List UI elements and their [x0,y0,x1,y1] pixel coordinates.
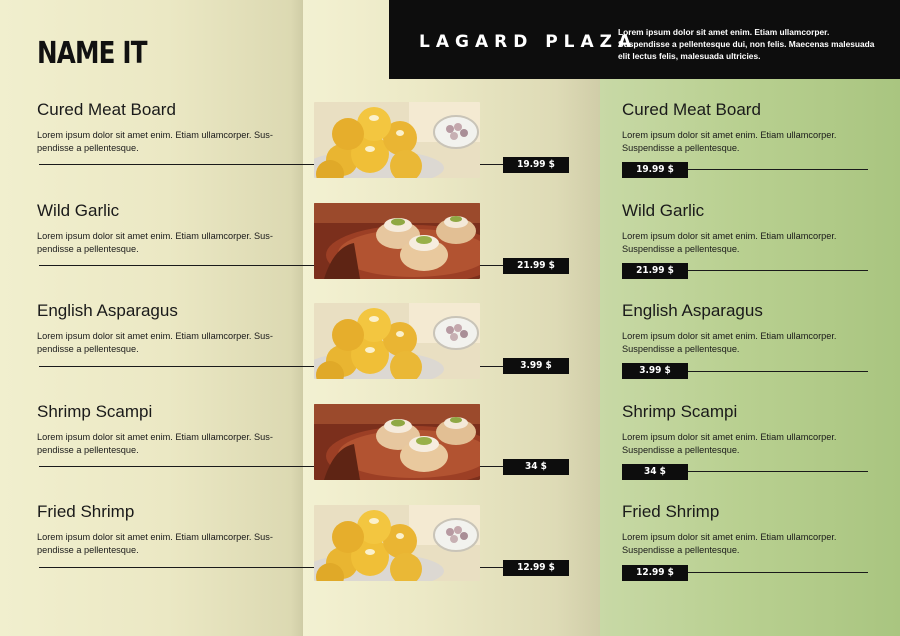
item-name: Cured Meat Board [622,100,761,119]
price-tag: 12.99 $ [622,565,688,581]
header-banner [389,0,900,79]
item-name: Wild Garlic [622,201,705,220]
price-tag: 34 $ [622,464,688,480]
item-description: Lorem ipsum dolor sit amet enim. Etiam ullamcorper. Sus-pendisse a pellentesque. [37,331,273,354]
divider-line [688,471,868,472]
divider-line [688,371,868,372]
item-name: Shrimp Scampi [37,402,153,421]
item-description: Lorem ipsum dolor sit amet enim. Etiam ullamcorper. Sus-pendisse a pellentesque. [37,130,273,153]
item-name: Cured Meat Board [37,100,176,119]
price-tag: 21.99 $ [622,263,688,279]
laddoo-photo [314,505,480,581]
item-name: Fried Shrimp [622,502,720,521]
pastry-photo [314,203,480,279]
item-description: Lorem ipsum dolor sit amet enim. Etiam ullamcorper. Suspendisse a pellentesque. [622,532,837,555]
laddoo-photo [314,303,480,379]
divider-line [688,270,868,271]
header-blurb: Lorem ipsum dolor sit amet enim. Etiam ullamcorper. Suspendisse a pellentesque dui, non felis. Maecenas malesuada elit lectus felis, malesuada ultricies. [618,27,875,61]
price-tag: 12.99 $ [503,560,569,576]
price-tag: 19.99 $ [503,157,569,173]
brand-title: NAME IT [37,36,147,71]
price-tag: 21.99 $ [503,258,569,274]
price-tag: 3.99 $ [503,358,569,374]
divider-line [688,572,868,573]
item-description: Lorem ipsum dolor sit amet enim. Etiam ullamcorper. Suspendisse a pellentesque. [622,331,837,354]
item-description: Lorem ipsum dolor sit amet enim. Etiam ullamcorper. Sus-pendisse a pellentesque. [37,532,273,555]
item-name: English Asparagus [622,301,763,320]
item-name: Fried Shrimp [37,502,135,521]
restaurant-name: LAGARD PLAZA [419,32,638,52]
item-description: Lorem ipsum dolor sit amet enim. Etiam ullamcorper. Suspendisse a pellentesque. [622,231,837,254]
item-description: Lorem ipsum dolor sit amet enim. Etiam ullamcorper. Suspendisse a pellentesque. [622,432,837,455]
price-tag: 19.99 $ [622,162,688,178]
divider-line [688,169,868,170]
item-name: English Asparagus [37,301,178,320]
item-description: Lorem ipsum dolor sit amet enim. Etiam ullamcorper. Sus-pendisse a pellentesque. [37,231,273,254]
item-name: Shrimp Scampi [622,402,738,421]
item-description: Lorem ipsum dolor sit amet enim. Etiam ullamcorper. Suspendisse a pellentesque. [622,130,837,153]
item-name: Wild Garlic [37,201,120,220]
laddoo-photo [314,102,480,178]
pastry-photo [314,404,480,480]
item-description: Lorem ipsum dolor sit amet enim. Etiam ullamcorper. Sus-pendisse a pellentesque. [37,432,273,455]
price-tag: 34 $ [503,459,569,475]
price-tag: 3.99 $ [622,363,688,379]
